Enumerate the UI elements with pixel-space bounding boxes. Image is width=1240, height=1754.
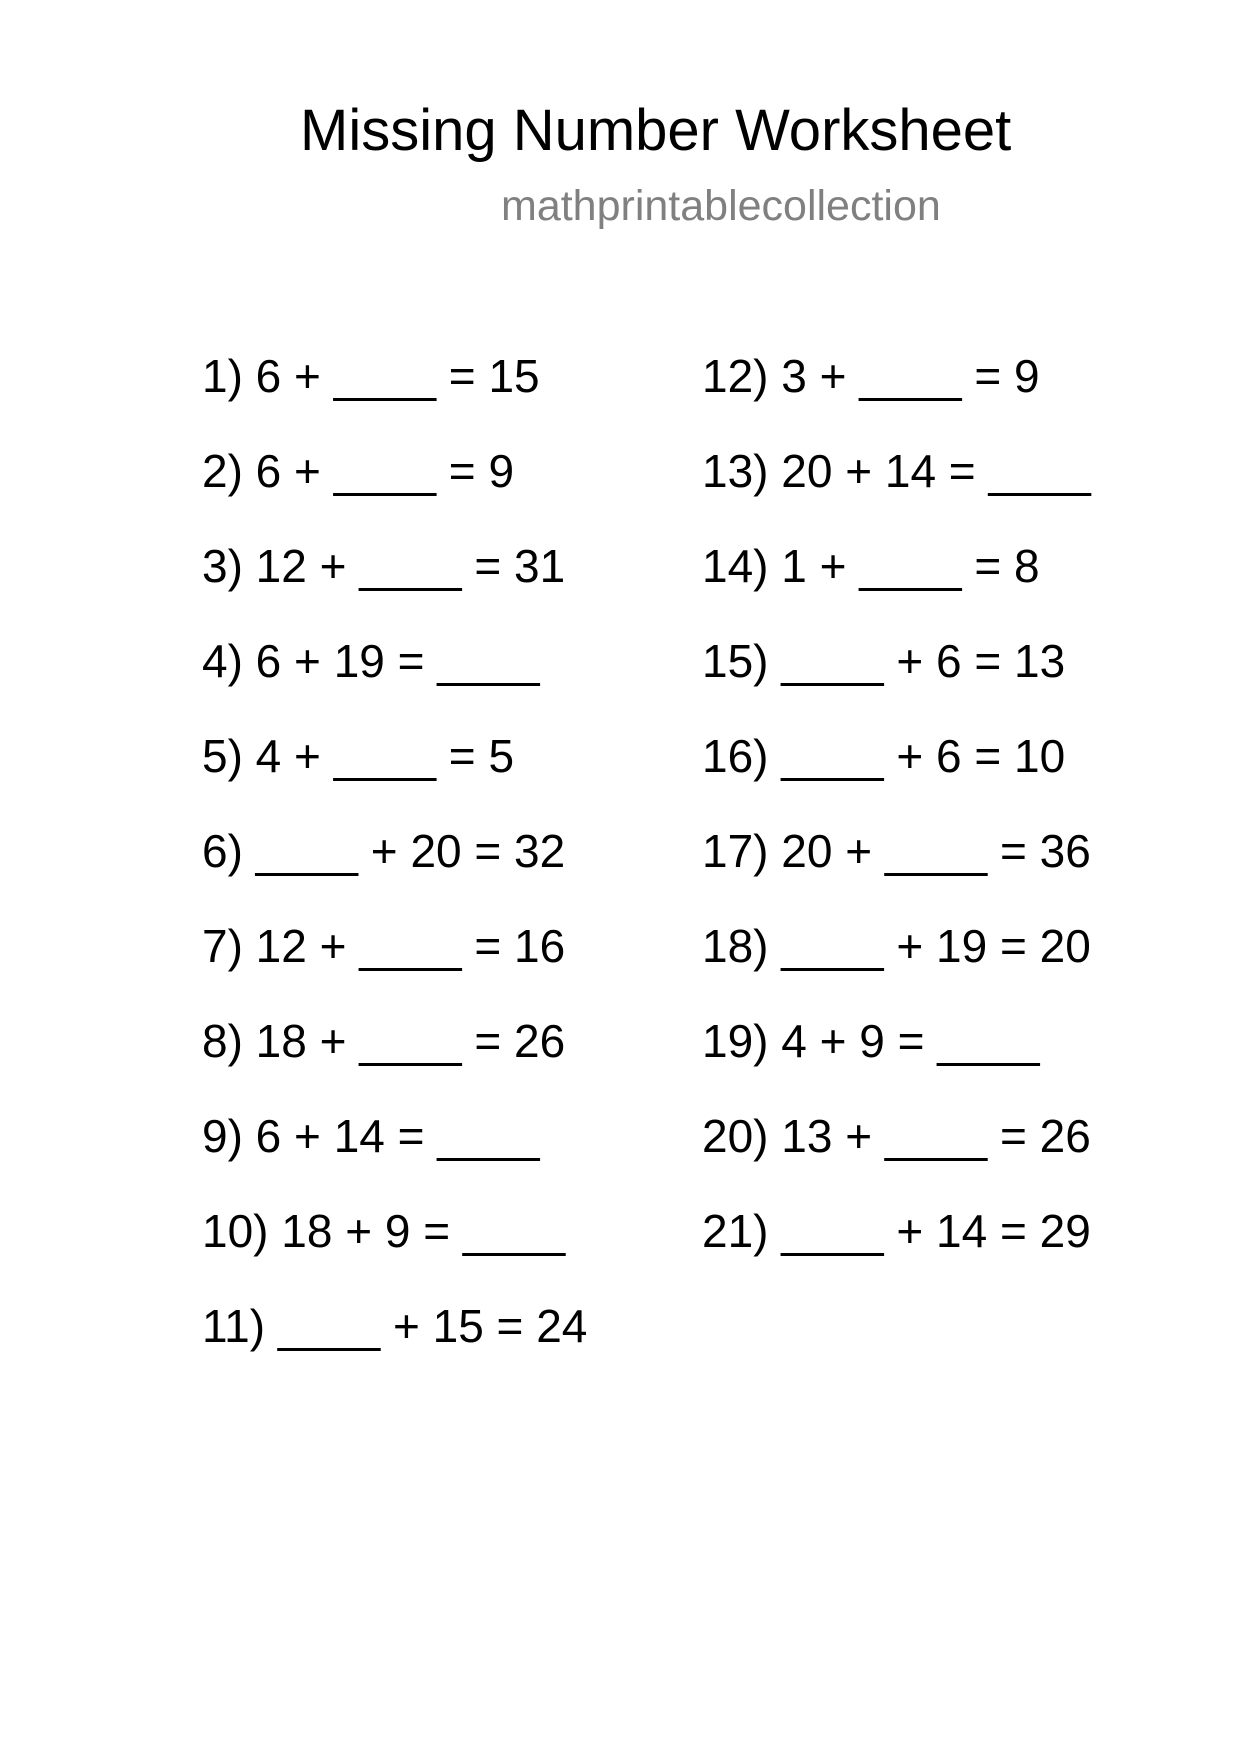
worksheet-title: Missing Number Worksheet [300, 98, 1012, 163]
problem-11: 11) ____ + 15 = 24 [202, 1300, 588, 1352]
problem-10: 10) 18 + 9 = ____ [202, 1205, 566, 1257]
problem-5: 5) 4 + ____ = 5 [202, 730, 515, 782]
problem-18: 18) ____ + 19 = 20 [702, 920, 1091, 972]
problem-2: 2) 6 + ____ = 9 [202, 445, 515, 497]
problem-4: 4) 6 + 19 = ____ [202, 635, 540, 687]
problem-13: 13) 20 + 14 = ____ [702, 445, 1091, 497]
problems-left-column [202, 350, 587, 1395]
worksheet-subtitle: mathprintablecollection [501, 182, 941, 230]
problem-15: 15) ____ + 6 = 13 [702, 635, 1066, 687]
problem-7: 7) 12 + ____ = 16 [202, 920, 566, 972]
problem-14: 14) 1 + ____ = 8 [702, 540, 1040, 592]
problem-9: 9) 6 + 14 = ____ [202, 1110, 540, 1162]
problem-8: 8) 18 + ____ = 26 [202, 1015, 566, 1067]
problem-12: 12) 3 + ____ = 9 [702, 350, 1040, 402]
problems-right-column [702, 350, 1091, 1300]
problem-3: 3) 12 + ____ = 31 [202, 540, 566, 592]
problem-20: 20) 13 + ____ = 26 [702, 1110, 1091, 1162]
problem-6: 6) ____ + 20 = 32 [202, 825, 566, 877]
problem-1: 1) 6 + ____ = 15 [202, 350, 540, 402]
problem-19: 19) 4 + 9 = ____ [702, 1015, 1040, 1067]
problem-16: 16) ____ + 6 = 10 [702, 730, 1066, 782]
problem-17: 17) 20 + ____ = 36 [702, 825, 1091, 877]
problem-21: 21) ____ + 14 = 29 [702, 1205, 1091, 1257]
